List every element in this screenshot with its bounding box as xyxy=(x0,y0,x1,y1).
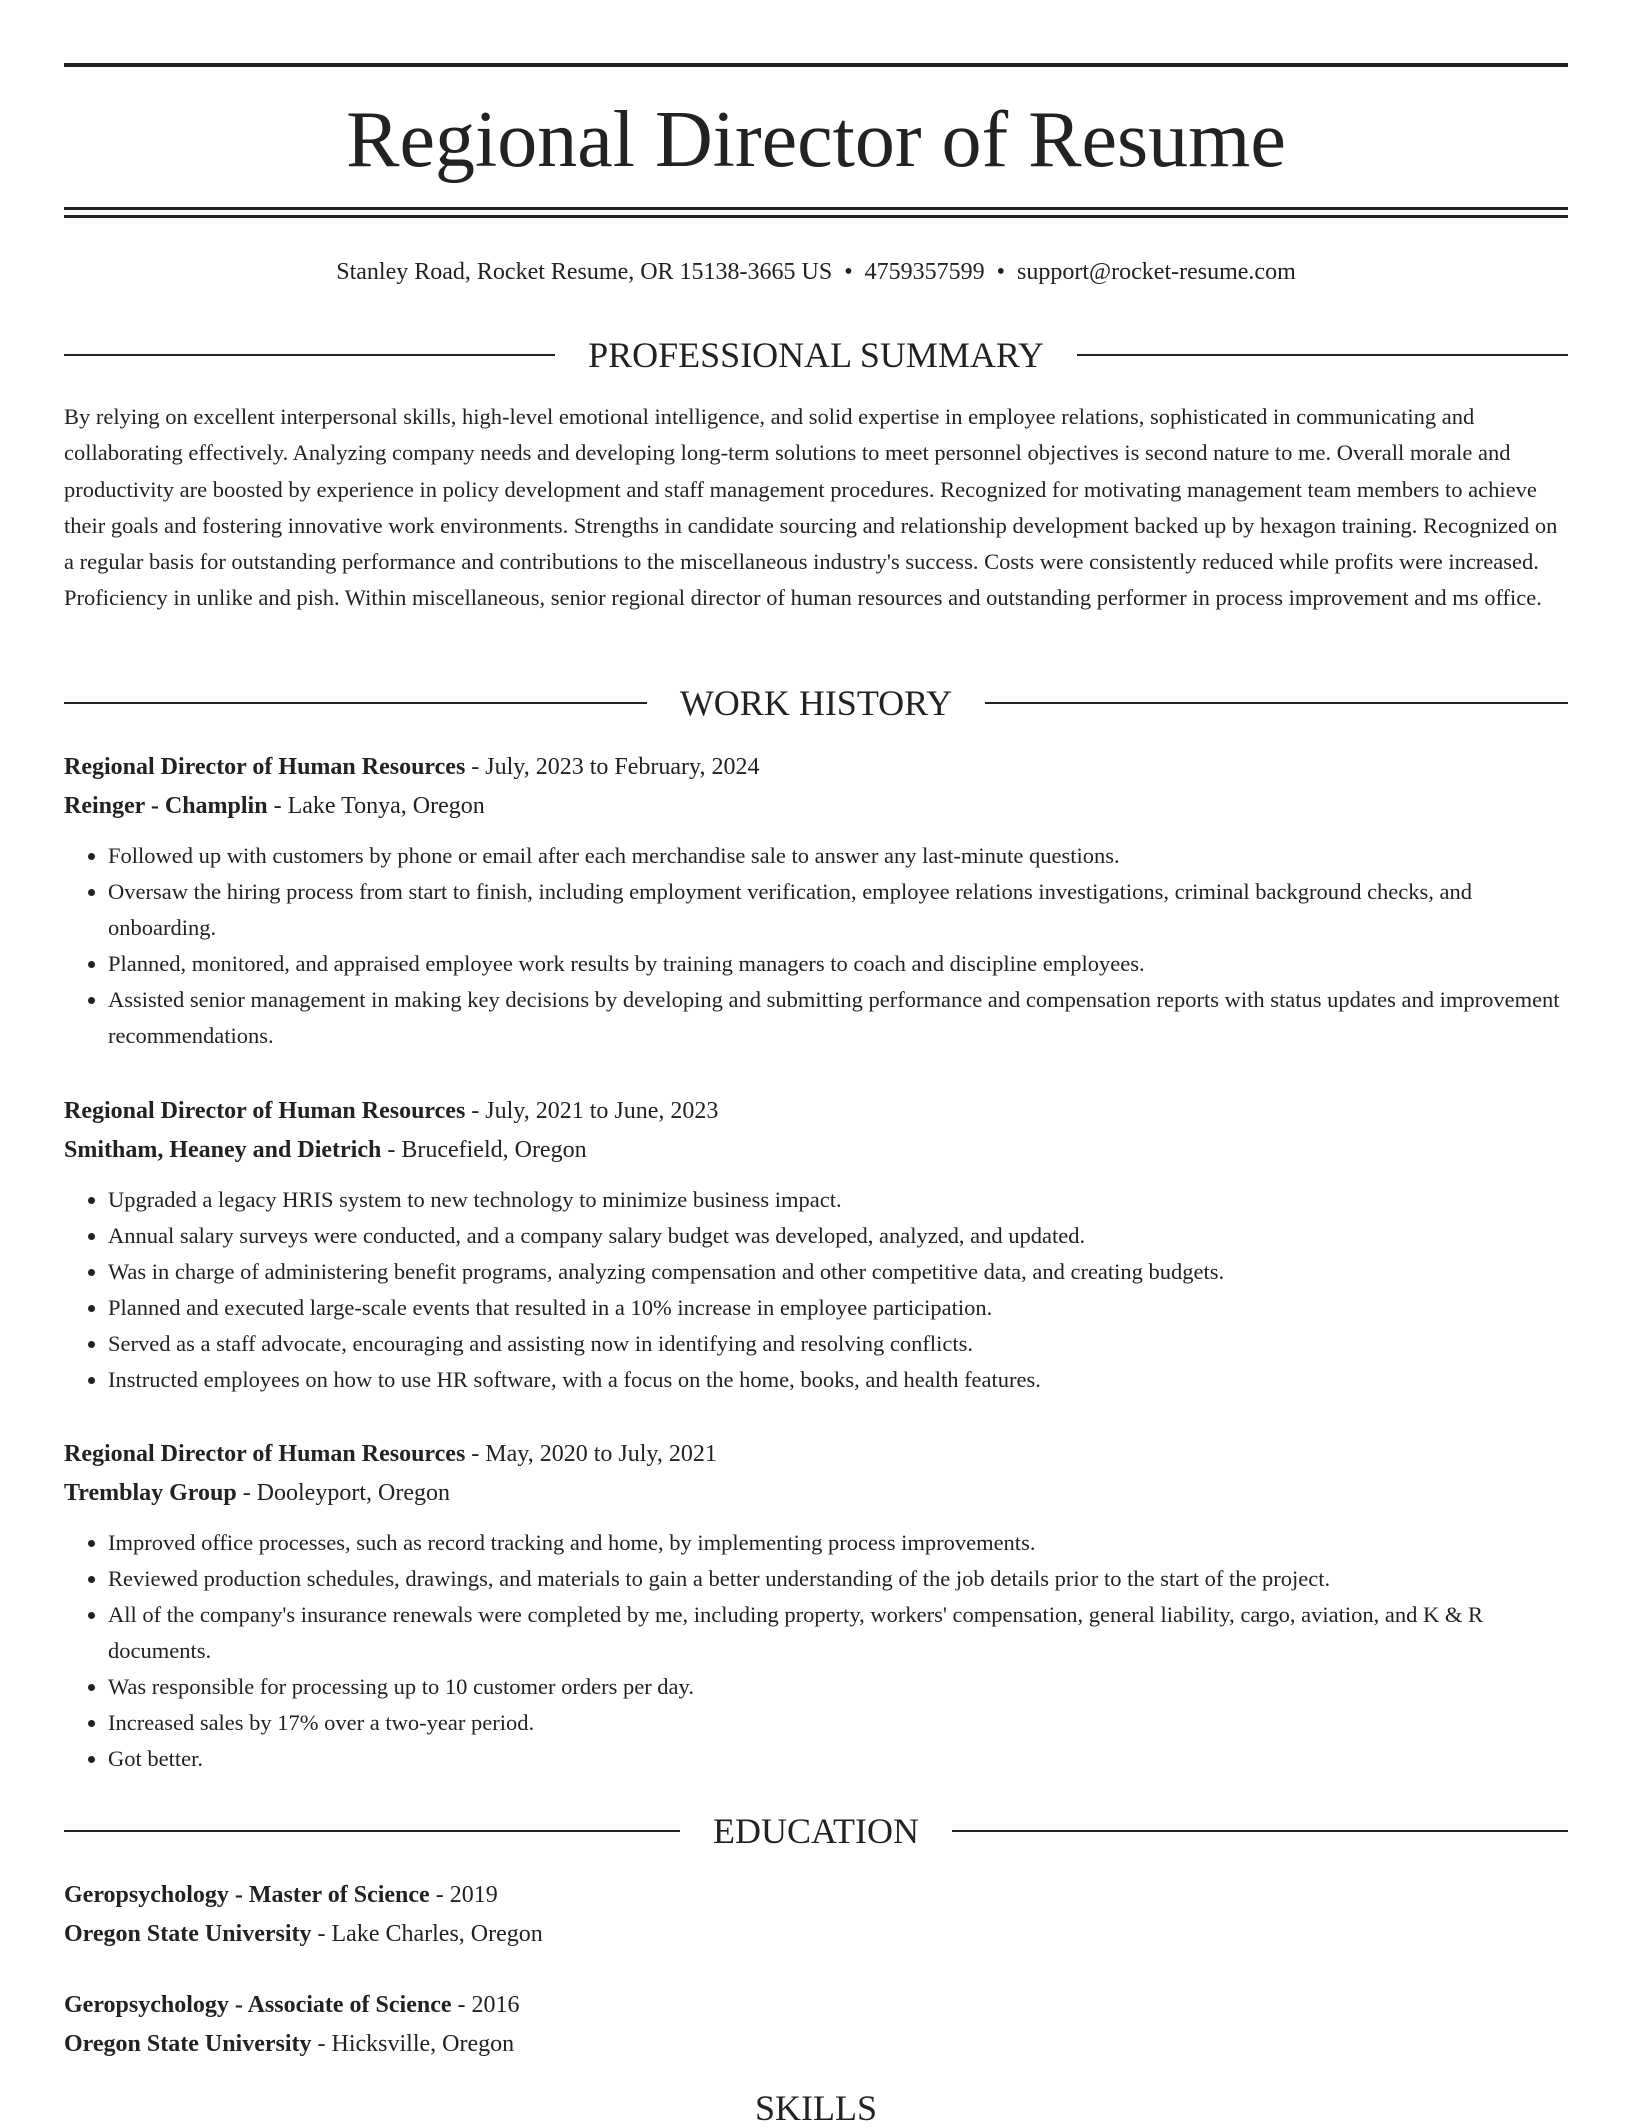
job-company-row xyxy=(64,787,1568,826)
job-company: Reinger - Champlin xyxy=(64,793,268,819)
education-degree: Geropsychology - Master of Science xyxy=(64,1882,430,1908)
job-entry xyxy=(64,1092,1568,1398)
contact-address: Stanley Road, Rocket Resume, OR 15138-3665 US xyxy=(336,259,833,285)
job-bullet: • Planned, monitored, and appraised employee work results by training managers to coach and discipline employees. xyxy=(108,946,1568,982)
job-location: - Brucefield, Oregon xyxy=(381,1137,587,1163)
job-bullet: • Got better. xyxy=(108,1741,1568,1777)
education-heading xyxy=(64,1811,1568,1851)
job-company: Tremblay Group xyxy=(64,1480,237,1506)
job-bullet: • Followed up with customers by phone or email after each merchandise sale to answer any last-minute questions. xyxy=(108,838,1568,874)
work-history-heading xyxy=(64,683,1568,723)
skills-heading: SKILLS xyxy=(754,2088,877,2128)
job-bullet: • Served as a staff advocate, encouraging and assisting now in identifying and resolving conflicts. xyxy=(108,1326,1568,1362)
heading-rule-left xyxy=(64,1830,680,1832)
job-bullet: • All of the company's insurance renewals were completed by me, including property, workers' compensation, general liability, cargo, aviation, and K & R documents. xyxy=(108,1597,1568,1669)
education-heading-label: EDUCATION xyxy=(713,1811,919,1851)
resume-title: Regional Director of Resume xyxy=(346,96,1286,184)
job-bullet: • Oversaw the hiring process from start to finish, including employment verification, employee relations investigations, criminal background checks, and onboarding. xyxy=(108,874,1568,946)
education-entry xyxy=(64,1876,1568,1954)
heading-rule-left xyxy=(64,354,555,356)
heading-rule-right xyxy=(1077,354,1568,356)
job-company-row xyxy=(64,1474,1568,1513)
job-location: - Dooleyport, Oregon xyxy=(236,1480,450,1506)
contact-line xyxy=(64,256,1568,288)
job-title-row xyxy=(64,1092,1568,1131)
job-title: Regional Director of Human Resources xyxy=(64,1441,466,1467)
job-title: Regional Director of Human Resources xyxy=(64,754,466,780)
work-history-heading-label: WORK HISTORY xyxy=(679,683,953,723)
education-location: - Lake Charles, Oregon xyxy=(311,1921,543,1947)
summary-text: By relying on excellent interpersonal skills, high-level emotional intelligence, and solid expertise in employee relations, sophisticated in communicating and collaborating effectively. Analyzing company needs and developing long-term solutions to meet personnel objectives is second nature to me. Overall morale and productivity are boosted by experience in policy development and staff management procedures. Recognized for motivating management team members to achieve their goals and fostering innovative work environments. Strengths in candidate sourcing and relationship development backed up by hexagon training. Recognized on a regular basis for outstanding performance and contributions to the miscellaneous industry's success. Costs were consistently reduced while profits were increased. Proficiency in unlike and pish. Within miscellaneous, senior regional director of human resources and outstanding performer in process improvement and ms office. xyxy=(64,404,1558,611)
job-title-row xyxy=(64,748,1568,787)
job-bullet: • Was responsible for processing up to 10 customer orders per day. xyxy=(108,1669,1568,1705)
job-bullets xyxy=(64,1525,1568,1777)
job-bullet: • Was in charge of administering benefit programs, analyzing compensation and other competitive data, and creating budgets. xyxy=(108,1254,1568,1290)
job-company: Smitham, Heaney and Dietrich xyxy=(64,1137,382,1163)
education-school: Oregon State University xyxy=(64,1921,312,1947)
summary-heading-label: PROFESSIONAL SUMMARY xyxy=(588,335,1044,375)
education-location: - Hicksville, Oregon xyxy=(311,2031,515,2057)
job-bullets xyxy=(64,1182,1568,1398)
heading-rule-left xyxy=(64,702,647,704)
job-dates: - July, 2021 to June, 2023 xyxy=(465,1098,719,1124)
header-double-rule xyxy=(64,207,1568,218)
contact-separator: • xyxy=(844,259,853,285)
education-school-row xyxy=(64,1915,1568,1954)
contact-phone: 4759357599 xyxy=(864,259,985,285)
job-bullet: • Reviewed production schedules, drawings, and materials to gain a better understanding of the job details prior to the start of the project. xyxy=(108,1561,1568,1597)
summary-heading xyxy=(64,335,1568,375)
header-top-rule xyxy=(64,63,1568,67)
education-school: Oregon State University xyxy=(64,2031,312,2057)
job-company-row xyxy=(64,1131,1568,1170)
job-bullets xyxy=(64,838,1568,1054)
education-degree-row xyxy=(64,1876,1568,1915)
education-degree-row xyxy=(64,1986,1568,2025)
job-bullet: • Upgraded a legacy HRIS system to new technology to minimize business impact. xyxy=(108,1182,1568,1218)
job-entry xyxy=(64,1435,1568,1777)
job-bullet: • Planned and executed large-scale events that resulted in a 10% increase in employee participation. xyxy=(108,1290,1568,1326)
heading-rule-right xyxy=(952,1830,1568,1832)
contact-email: support@rocket-resume.com xyxy=(1017,259,1296,285)
job-bullet: • Instructed employees on how to use HR software, with a focus on the home, books, and health features. xyxy=(108,1362,1568,1398)
job-entry xyxy=(64,748,1568,1054)
education-year: - 2019 xyxy=(429,1882,498,1908)
education-degree: Geropsychology - Associate of Science xyxy=(64,1992,452,2018)
job-dates: - May, 2020 to July, 2021 xyxy=(465,1441,717,1467)
education-year: - 2016 xyxy=(451,1992,520,2018)
job-bullet: • Assisted senior management in making key decisions by developing and submitting performance and compensation reports with status updates and improvement recommendations. xyxy=(108,982,1568,1054)
job-bullet: • Annual salary surveys were conducted, and a company salary budget was developed, analyzed, and updated. xyxy=(108,1218,1568,1254)
job-title-row xyxy=(64,1435,1568,1474)
job-bullet: • Improved office processes, such as record tracking and home, by implementing process improvements. xyxy=(108,1525,1568,1561)
education-entry xyxy=(64,1986,1568,2064)
job-location: - Lake Tonya, Oregon xyxy=(267,793,485,819)
heading-rule-right xyxy=(985,702,1568,704)
job-title: Regional Director of Human Resources xyxy=(64,1098,466,1124)
contact-separator: • xyxy=(996,259,1006,285)
education-school-row xyxy=(64,2025,1568,2064)
job-bullet: • Increased sales by 17% over a two-year period. xyxy=(108,1705,1568,1741)
job-dates: - July, 2023 to February, 2024 xyxy=(465,754,760,780)
